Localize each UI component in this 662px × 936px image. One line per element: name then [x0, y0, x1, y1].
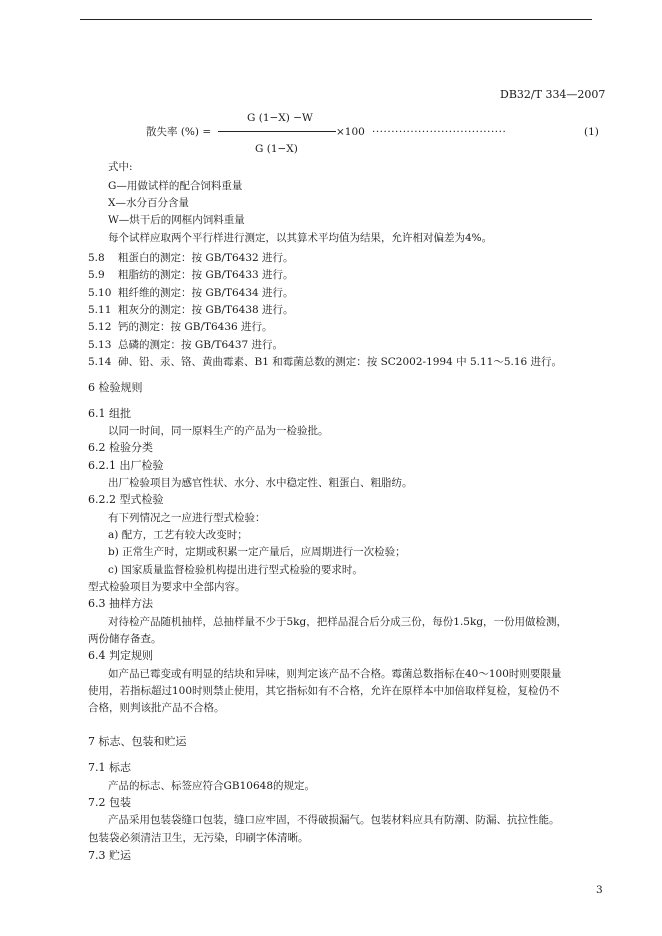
clause-5-12: 5.12 钙的测定：按 GB/T6436 进行。: [88, 321, 273, 333]
section-6-2-heading: 6.2 检验分类: [88, 441, 153, 454]
formula-lhs: 散失率 (%) =: [146, 126, 212, 138]
clause-5-8: 5.8 粗蛋白的测定：按 GB/T6432 进行。: [88, 252, 294, 264]
section-6-2-2-item-c: c) 国家质量监督检验机构提出进行型式检验的要求时。: [108, 564, 363, 576]
section-6-2-2-intro: 有下列情况之一应进行型式检验：: [108, 512, 266, 524]
section-6-2-2-tail: 型式检验项目为要求中全部内容。: [88, 581, 246, 593]
section-6-2-2-item-b: b) 正常生产时，定期或积累一定产量后，应周期进行一次检验；: [108, 546, 406, 558]
section-7-2-heading: 7.2 包装: [88, 796, 131, 809]
where-item-w: W—烘干后的网框内饲料重量: [108, 214, 245, 226]
clause-5-14: 5.14 砷、铅、汞、铬、黄曲霉素、B1 和霉菌总数的测定：按 SC2002-1994 中 5.11～5.16 进行。: [88, 356, 563, 368]
section-6-4-line3: 合格，则判该批产品不合格。: [88, 702, 225, 714]
formula-numerator: G (1−X) −W: [247, 112, 313, 124]
clause-5-13: 5.13 总磷的测定：按 GB/T6437 进行。: [88, 339, 284, 351]
document-id: DB32/T 334—2007: [500, 88, 606, 101]
clause-5-9: 5.9 粗脂纺的测定：按 GB/T6433 进行。: [88, 269, 294, 281]
section-7-3-heading: 7.3 贮运: [88, 849, 131, 862]
section-6-3-line2: 两份储存备查。: [88, 633, 162, 645]
equation-number: (1): [584, 126, 599, 138]
section-6-3-heading: 6.3 抽样方法: [88, 597, 153, 610]
section-7-2-line1: 产品采用包装袋缝口包装，缝口应牢固，不得破损漏气。包装材料应具有防潮、防漏、抗拉性能。: [108, 814, 560, 826]
fraction-bar: [218, 131, 336, 132]
section-6-title: 6 检验规则: [88, 381, 143, 394]
section-6-2-2-item-a: a) 配方，工艺有较大改变时；: [108, 529, 248, 541]
section-7-1-body: 产品的标志、标签应符合GB10648的规定。: [108, 780, 316, 792]
section-6-1-body: 以同一时间，同一原料生产的产品为一检验批。: [108, 425, 329, 437]
section-6-1-heading: 6.1 组批: [88, 407, 131, 420]
section-7-2-line2: 包装袋必须清洁卫生，无污染，印刷字体清晰。: [88, 832, 309, 844]
where-item-x: X—水分百分含量: [108, 197, 189, 209]
section-6-4-line2: 使用，若指标超过100时则禁止使用，其它指标如有不合格，允许在原样本中加倍取样复检，复检仍不: [88, 685, 560, 697]
section-6-2-2-heading: 6.2.2 型式检验: [88, 493, 164, 506]
header-rule: [80, 19, 592, 20]
section-7-title: 7 标志、包装和贮运: [88, 735, 187, 748]
where-intro: 式中:: [108, 161, 133, 173]
section-7-1-heading: 7.1 标志: [88, 761, 131, 774]
section-6-4-line1: 如产品已霉变或有明显的结块和异味，则判定该产品不合格。霉菌总数指标在40～100时则要限量: [108, 668, 562, 680]
section-6-2-1-body: 出厂检验项目为感官性状、水分、水中稳定性、粗蛋白、粗脂纺。: [108, 477, 413, 489]
formula-rhs: ×100: [336, 126, 365, 138]
clause-5-10: 5.10 粗纤维的测定：按 GB/T6434 进行。: [88, 287, 294, 299]
formula-leader-dots: ···································: [372, 126, 507, 138]
where-note: 每个试样应取两个平行样进行测定，以其算术平均值为结果，允许相对偏差为4%。: [108, 232, 493, 244]
section-6-2-1-heading: 6.2.1 出厂检验: [88, 459, 164, 472]
page-number: 3: [596, 884, 603, 896]
section-6-3-line1: 对待检产品随机抽样，总抽样量不少于5kg，把样品混合后分成三份，每份1.5kg，一份用做检测，: [108, 616, 568, 628]
formula-denominator: G (1−X): [255, 143, 298, 155]
where-item-g: G—用做试样的配合饲料重量: [108, 180, 243, 192]
clause-5-11: 5.11 粗灰分的测定：按 GB/T6438 进行。: [88, 304, 294, 316]
section-6-4-heading: 6.4 判定规则: [88, 649, 153, 662]
